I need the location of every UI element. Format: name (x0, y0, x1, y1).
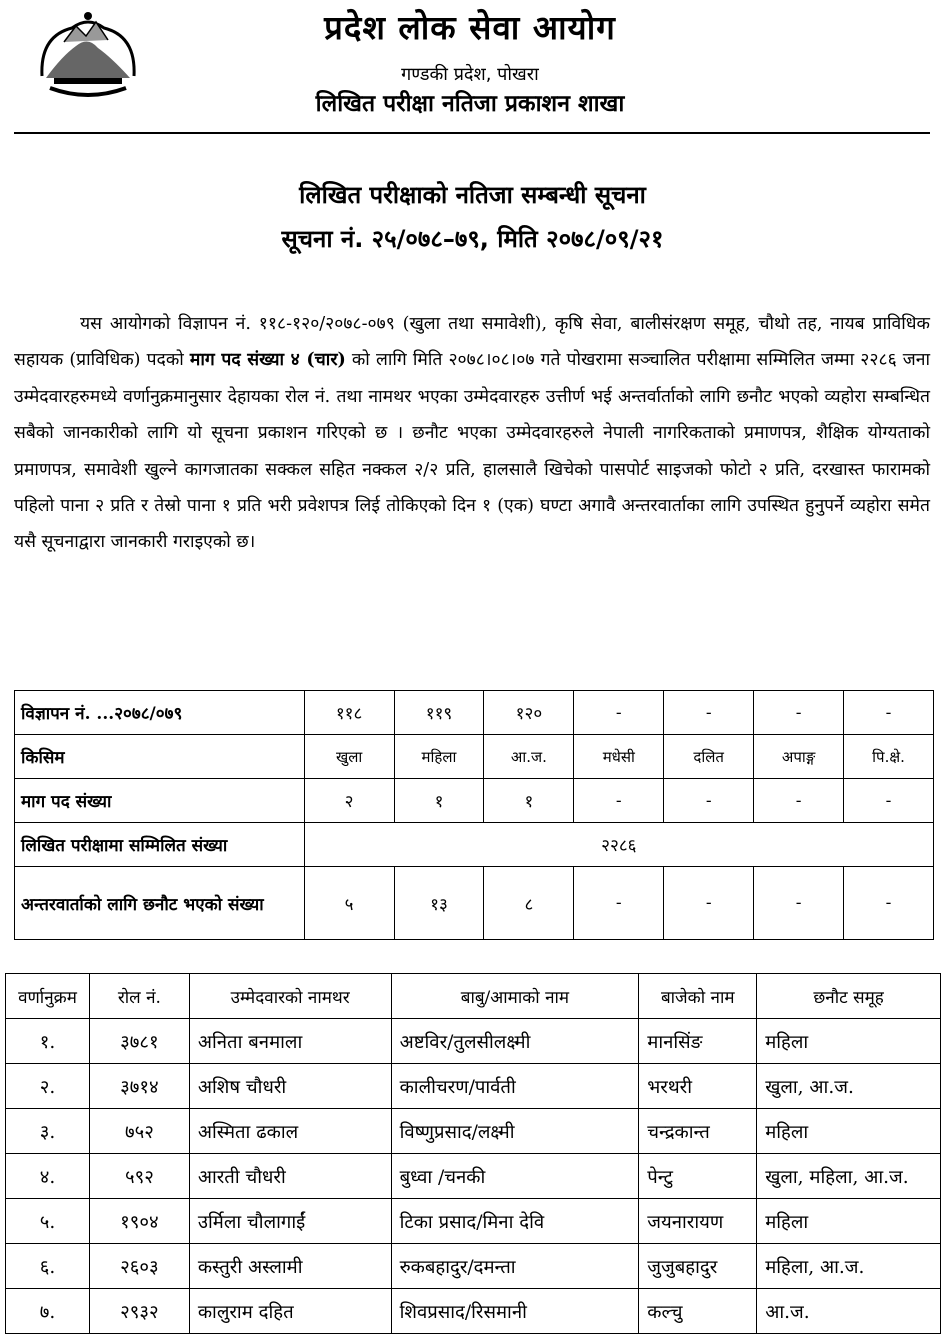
summary-label: विज्ञापन नं. ...२०७८/०७९ (15, 691, 305, 735)
summary-row-written (15, 823, 934, 867)
group-cell: खुला, आ.ज. (757, 1064, 941, 1109)
parents-cell: कालीचरण/पार्वती (391, 1064, 639, 1109)
summary-cell: - (754, 867, 844, 940)
column-header: रोल नं. (89, 974, 189, 1019)
column-header: उम्मेदवारको नामथर (189, 974, 391, 1019)
summary-cell: १ (484, 779, 574, 823)
summary-cell: आ.ज. (484, 735, 574, 779)
summary-cell: - (754, 779, 844, 823)
parents-cell: शिवप्रसाद/रिसमानी (391, 1289, 639, 1334)
notice-number: सूचना नं. २५/०७८–७९, मिति २०७८/०९/२१ (281, 225, 664, 253)
roll-cell: ३७८१ (89, 1019, 189, 1064)
table-row (6, 1109, 941, 1154)
parents-cell: रुकबहादुर/दमन्ता (391, 1244, 639, 1289)
summary-cell: १३ (394, 867, 484, 940)
group-cell: आ.ज. (757, 1289, 941, 1334)
roll-cell: १९०४ (89, 1199, 189, 1244)
summary-cell: - (844, 779, 934, 823)
table-row (6, 1244, 941, 1289)
column-header: छनौट समूह (757, 974, 941, 1019)
serial-cell: ३. (6, 1109, 90, 1154)
summary-cell: - (574, 691, 664, 735)
table-row (6, 1289, 941, 1334)
summary-cell: १ (394, 779, 484, 823)
summary-cell: - (664, 867, 754, 940)
table-row (6, 1019, 941, 1064)
grandfather-cell: जुजुबहादुर (639, 1244, 757, 1289)
table-row (6, 1064, 941, 1109)
summary-cell: दलित (664, 735, 754, 779)
parents-cell: टिका प्रसाद/मिना देवि (391, 1199, 639, 1244)
organization-name: प्रदेश लोक सेवा आयोग (324, 8, 616, 47)
summary-row-type (15, 735, 934, 779)
grandfather-cell: पेन्टु (639, 1154, 757, 1199)
summary-cell: - (844, 691, 934, 735)
notice-body-part2: को लागि मिति २०७८।०८।०७ गते पोखरामा सञ्चालित परीक्षामा सम्मिलित जम्मा २२८६ जना उम्मेदवारहरुमध्ये वर्णानुक्रमानुसार देहायका रोल नं. तथा नामथर भएका उम्मेदवारहरु उत्तीर्ण भई अन्तर्वार्ताको लागि छनौट भएको व्यहोरा सम्बन्धित सबैको जानकारीको लागि यो सूचना प्रकाशन गरिएको छ । छनौट भएका उम्मेदवारहरुले नेपाली नागरिकताको प्रमाणपत्र, शैक्षिक योग्यताको प्रमाणपत्र, समावेशी खुल्ने कागजातका सक्कल सहित नक्कल २/२ प्रति, हालसालै खिचेको पासपोर्ट साइजको फोटो २ प्रति, दरखास्त फारामको पहिलो पाना २ प्रति र तेस्रो पाना १ प्रति भरी प्रवेशपत्र लिई तोकिएको दिन १ (एक) घण्टा अगावै अन्तरवार्ताका लागि उपस्थित हुनुपर्ने व्यहोरा समेत यसै सूचनाद्वारा जानकारी गराइएको छ। (14, 350, 931, 553)
column-header: वर्णानुक्रम (6, 974, 90, 1019)
group-cell: खुला, महिला, आ.ज. (757, 1154, 941, 1199)
summary-cell: १२० (484, 691, 574, 735)
summary-cell: - (844, 867, 934, 940)
summary-cell: महिला (394, 735, 484, 779)
name-cell: अनिता बनमाला (189, 1019, 391, 1064)
government-emblem (32, 6, 144, 106)
serial-cell: २. (6, 1064, 90, 1109)
summary-cell: पि.क्षे. (844, 735, 934, 779)
summary-label: माग पद संख्या (15, 779, 305, 823)
parents-cell: बुध्वा /चनकी (391, 1154, 639, 1199)
name-cell: अस्मिता ढकाल (189, 1109, 391, 1154)
name-cell: उर्मिला चौलागाईं (189, 1199, 391, 1244)
summary-cell: - (574, 867, 664, 940)
summary-cell: - (664, 779, 754, 823)
name-cell: आरती चौधरी (189, 1154, 391, 1199)
table-row (6, 1199, 941, 1244)
summary-cell: - (664, 691, 754, 735)
grandfather-cell: कल्चु (639, 1289, 757, 1334)
summary-cell: २ (304, 779, 394, 823)
summary-label: किसिम (15, 735, 305, 779)
roll-cell: २६०३ (89, 1244, 189, 1289)
summary-cell: २२८६ (304, 823, 933, 867)
column-header: बाबु/आमाको नाम (391, 974, 639, 1019)
summary-cell: अपाङ्ग (754, 735, 844, 779)
summary-cell: खुला (304, 735, 394, 779)
summary-row-demand (15, 779, 934, 823)
summary-table (14, 690, 934, 940)
summary-cell: ११८ (304, 691, 394, 735)
roll-cell: २९३२ (89, 1289, 189, 1334)
notice-body-part1: यस आयोगको विज्ञापन नं. ११८-१२०/२०७८-०७९ (खुला तथा समावेशी), कृषि सेवा, बालीसंरक्षण समूह, चौथो तह, नायब प्राविधिक सहायक (प्राविधिक) पदको (14, 314, 930, 371)
roll-cell: ३७१४ (89, 1064, 189, 1109)
serial-cell: ५. (6, 1199, 90, 1244)
notice-body-bold: माग पद संख्या ४ (चार) (189, 350, 346, 371)
group-cell: महिला (757, 1109, 941, 1154)
summary-cell: मधेसी (574, 735, 664, 779)
summary-row-ad (15, 691, 934, 735)
name-cell: अशिष चौधरी (189, 1064, 391, 1109)
summary-cell: ८ (484, 867, 574, 940)
serial-cell: ७. (6, 1289, 90, 1334)
results-header-row (6, 974, 941, 1019)
grandfather-cell: चन्द्रकान्त (639, 1109, 757, 1154)
notice-body (14, 306, 930, 561)
serial-cell: ४. (6, 1154, 90, 1199)
roll-cell: ५९२ (89, 1154, 189, 1199)
parents-cell: विष्णुप्रसाद/लक्ष्मी (391, 1109, 639, 1154)
serial-cell: १. (6, 1019, 90, 1064)
name-cell: कस्तुरी अस्लामी (189, 1244, 391, 1289)
organization-location: गण्डकी प्रदेश, पोखरा (401, 64, 539, 85)
group-cell: महिला (757, 1199, 941, 1244)
header-divider (14, 132, 930, 134)
results-table (5, 973, 941, 1334)
table-row (6, 1154, 941, 1199)
serial-cell: ६. (6, 1244, 90, 1289)
column-header: बाजेको नाम (639, 974, 757, 1019)
branch-name: लिखित परीक्षा नतिजा प्रकाशन शाखा (315, 91, 625, 117)
grandfather-cell: मानसिंङ (639, 1019, 757, 1064)
group-cell: महिला, आ.ज. (757, 1244, 941, 1289)
roll-cell: ७५२ (89, 1109, 189, 1154)
parents-cell: अष्टविर/तुलसीलक्ष्मी (391, 1019, 639, 1064)
grandfather-cell: भरथरी (639, 1064, 757, 1109)
group-cell: महिला (757, 1019, 941, 1064)
summary-row-selected (15, 867, 934, 940)
grandfather-cell: जयनारायण (639, 1199, 757, 1244)
summary-cell: ५ (304, 867, 394, 940)
summary-label: लिखित परीक्षामा सम्मिलित संख्या (15, 823, 305, 867)
summary-cell: ११९ (394, 691, 484, 735)
name-cell: कालुराम दहित (189, 1289, 391, 1334)
summary-label: अन्तरवार्ताको लागि छनौट भएको संख्या (15, 867, 305, 940)
summary-cell: - (574, 779, 664, 823)
summary-cell: - (754, 691, 844, 735)
notice-title: लिखित परीक्षाको नतिजा सम्बन्धी सूचना (299, 181, 646, 209)
